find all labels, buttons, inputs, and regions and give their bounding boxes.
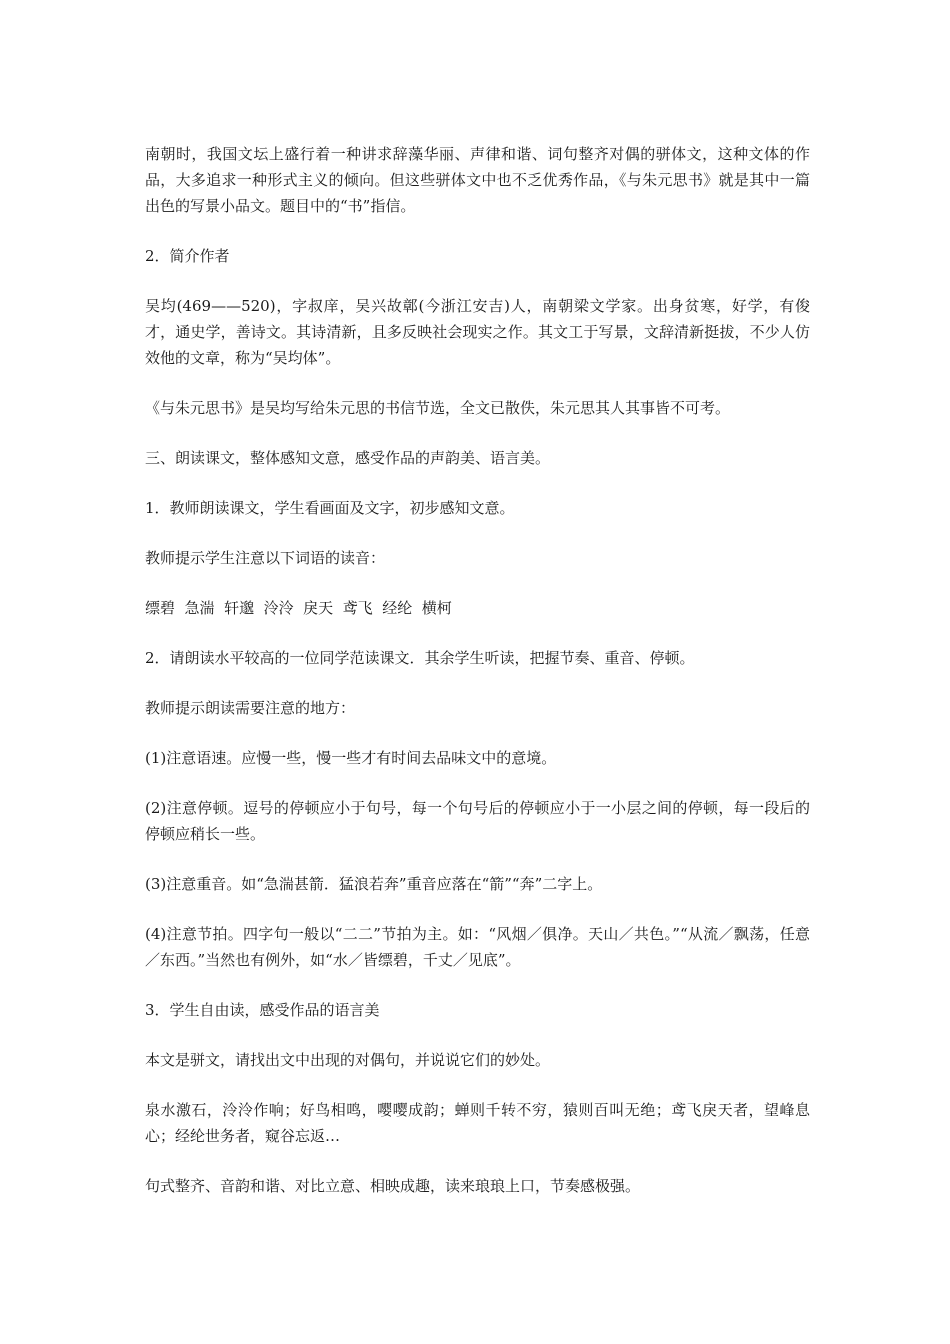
document-body	[145, 141, 810, 1223]
tip-rhythm: (4)注意节拍。四字句一般以“二二”节拍为主。如：“风烟／俱净。天山／共色。”“从流／飘荡，任意／东西。”当然也有例外，如“水／皆缥碧，千丈／见底”。	[145, 925, 810, 969]
section-heading-reading: 三、朗读课文，整体感知文意，感受作品的声韵美、语言美。	[145, 449, 551, 467]
parallelism-summary: 句式整齐、音韵和谐、对比立意、相映成趣，读来琅琅上口，节奏感极强。	[145, 1177, 641, 1195]
section-heading-author: 2．简介作者	[145, 247, 230, 265]
reading-tips-prompt: 教师提示朗读需要注意的地方：	[145, 699, 356, 717]
step-student-reading: 2．请朗读水平较高的一位同学范读课文．其余学生听读，把握节奏、重音、停顿。	[145, 649, 695, 667]
step-free-reading: 3．学生自由读，感受作品的语言美	[145, 1001, 380, 1019]
pronunciation-prompt: 教师提示学生注意以下词语的读音：	[145, 549, 386, 567]
author-bio-paragraph: 吴均(469——520)，字叔庠，吴兴故鄣(今浙江安吉)人，南朝梁文学家。出身贫寒，好学，有俊才，通史学，善诗文。其诗清新，且多反映社会现实之作。其文工于写景，文辞清新挺拔，不少人仿效他的文章，称为“吴均体”。	[145, 297, 810, 367]
tip-stress: (3)注意重音。如“急湍甚箭．猛浪若奔”重音应落在“箭”“奔”二字上。	[145, 875, 603, 893]
tip-pause: (2)注意停顿。逗号的停顿应小于句号，每一个句号后的停顿应小于一小层之间的停顿，每一段后的停顿应稍长一些。	[145, 799, 810, 843]
letter-note-paragraph: 《与朱元思书》是吴均写给朱元思的书信节选，全文已散佚，朱元思其人其事皆不可考。	[145, 399, 731, 417]
tip-speed: (1)注意语速。应慢一些，慢一些才有时间去品味文中的意境。	[145, 749, 557, 767]
vocabulary-list: 缥碧 急湍 轩邈 泠泠 戾天 鸢飞 经纶 横柯	[145, 599, 452, 617]
parallelism-question: 本文是骈文，请找出文中出现的对偶句，并说说它们的妙处。	[145, 1051, 551, 1069]
parallelism-examples: 泉水激石，泠泠作响；好鸟相鸣，嘤嘤成韵；蝉则千转不穷，猿则百叫无绝；鸢飞戾天者，望峰息心；经纶世务者，窥谷忘返…	[145, 1101, 810, 1145]
step-teacher-reading: 1．教师朗读课文，学生看画面及文字，初步感知文意。	[145, 499, 515, 517]
intro-paragraph: 南朝时，我国文坛上盛行着一种讲求辞藻华丽、声律和谐、词句整齐对偶的骈体文，这种文体的作品，大多追求一种形式主义的倾向。但这些骈体文中也不乏优秀作品，《与朱元思书》就是其中一篇出色的写景小品文。题目中的“书”指信。	[145, 145, 810, 215]
